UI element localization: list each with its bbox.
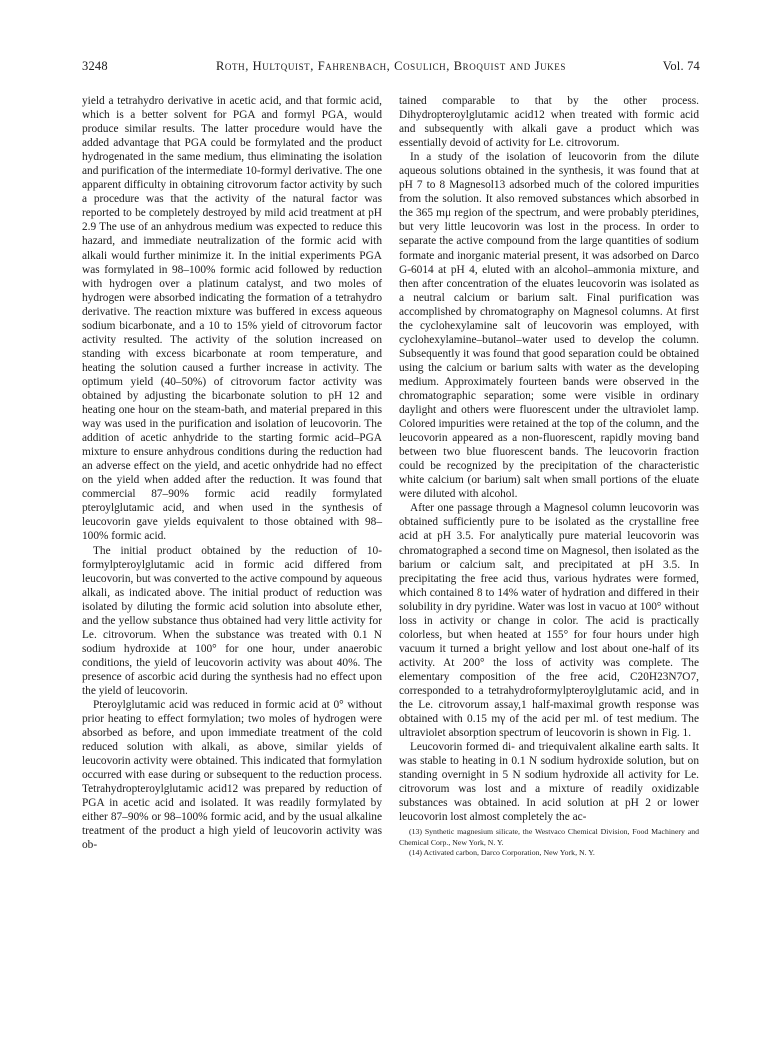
footnote-14: (14) Activated carbon, Darco Corporation, New York, N. Y. [409, 847, 595, 857]
footnote-13: (13) Synthetic magnesium silicate, the Westvaco Chemical Division, Food Machinery and Chemical Corp., New York, N. Y. [399, 827, 699, 847]
running-authors: Roth, Hultquist, Fahrenbach, Cosulich, Broquist and Jukes [216, 59, 566, 73]
body-paragraph: The initial product obtained by the reduction of 10-formylpteroylglutamic acid in formic acid differed from leucovorin, but was converted to the active compound by aqueous alkali, as indicated above. The initial product of reduction was isolated by diluting the formic acid solution into absolute ether, and the yellow substance thus obtained had very little activity for Le. citrovorum. When the substance was treated with 0.1 N sodium hydroxide at 100° for one hour, under anaerobic conditions, the yield of leucovorin activity was about 40%. The presence of ascorbic acid during the synthesis had no effect upon the yield of leucovorin. [82, 544, 382, 697]
body-paragraph: Pteroylglutamic acid was reduced in formic acid at 0° without prior heating to effect formylation; two moles of hydrogen were absorbed as before, and upon immediate treatment of the cold reduced solution with alkali, as above, similar yields of leucovorin activity were obtained. This indicated that formylation occurred with ease during or subsequent to the reduction process. Tetrahydropteroylglutamic acid12 was prepared by reduction of PGA in acetic acid and isolated. It was readily formylated by either 87–90% or 98–100% formic acid, and by the usual alkaline treatment of the product a high yield of leucovorin activity was ob- [82, 699, 382, 852]
left-column [82, 94, 382, 853]
body-paragraph: In a study of the isolation of leucovorin from the dilute aqueous solutions obtained in the synthesis, it was found that at pH 7 to 8 Magnesol13 adsorbed much of the colored impurities from the solution. It also removed substances which absorbed in the 365 mμ region of the spectrum, and were probably pteridines, but very little leucovorin was lost in the process. In order to separate the active compound from the large quantities of sodium formate and inorganic material present, it was adsorbed on Darco G-6014 at pH 4, eluted with an alcohol–ammonia mixture, and then after concentration of the eluates leucovorin was isolated as a neutral calcium or barium salt. Final purification was accomplished by chromatography on Magnesol columns. At first the cyclohexylamine salt of leucovorin was employed, with cyclohexylamine–butanol–water used to develop the column. Subsequently it was found that good separation could be obtained using the calcium or barium salts with water as the developing medium. Approximately fourteen bands were observed in the chromatographic separation; some were visible in ordinary daylight and others were fluorescent under the ultraviolet lamp. Colored impurities were retained at the top of the column, and the leucovorin appeared as a non-fluorescent, rapidly moving band between two blue fluorescent bands. The leucovorin fraction could be recognized by the precipitation of the characteristic white calcium (or barium) salt when small portions of the eluate were diluted with alcohol. [399, 151, 699, 501]
running-header [82, 59, 700, 77]
body-paragraph: Leucovorin formed di- and triequivalent alkaline earth salts. It was stable to heating in 0.1 N sodium hydroxide solution, but on standing overnight in 5 N sodium hydroxide all activity for Le. citrovorum was lost and a mixture of readily oxidizable substances was obtained. In acid solution at pH 2 or lower leucovorin lost almost completely the ac- [399, 741, 699, 824]
right-column [399, 94, 699, 858]
footnotes [399, 827, 699, 858]
volume-label: Vol. 74 [662, 59, 700, 73]
body-paragraph: After one passage through a Magnesol column leucovorin was obtained sufficiently pure to be isolated as the crystalline free acid at pH 3.5. For analytically pure material leucovorin was chromatographed a second time on Magnesol, then isolated as the barium or calcium salt, and precipitated at pH 3.5. In precipitating the free acid thus, various hydrates were formed, which contained 8 to 14% water of hydration and differed in their solubility in dry pyridine. Water was lost in vacuo at 100° without loss in activity or change in color. The acid is practically colorless, but when heated at 155° for four hours under high vacuum it turned a bright yellow and lost about one-half of its activity. At 200° the loss of activity was complete. The elementary composition of the free acid, C20H23N7O7, corresponded to a tetrahydroformylpteroylglutamic acid, and in the Le. citrovorum assay,1 half-maximal growth response was obtained with 0.15 mγ of the acid per ml. of test medium. The ultraviolet absorption spectrum of leucovorin is shown in Fig. 1. [399, 502, 699, 740]
body-paragraph: tained comparable to that by the other process. Dihydropteroylglutamic acid12 when treated with formic acid and subsequently with alkali gave a product which was essentially devoid of activity for Le. citrovorum. [399, 95, 699, 150]
body-paragraph: yield a tetrahydro derivative in acetic acid, and that formic acid, which is a better solvent for PGA and formyl PGA, would produce similar results. The latter procedure would have the added advantage that PGA could be formylated and the product hydrogenated in the same medium, thus eliminating the isolation and purification of the intermediate 10-formyl derivative. The one apparent difficulty in obtaining citrovorum factor activity by such a procedure was that the activity of the natural factor was reported to be completely destroyed by mild acid treatment at pH 2.9 The use of an anhydrous medium was expected to reduce this hazard, and immediate neutralization of the formic acid with alkali would further minimize it. In the initial experiments PGA was formylated in 98–100% formic acid followed by reduction with hydrogen over a platinum catalyst, and two moles of hydrogen were absorbed indicating the formation of a tetrahydro derivative. The reaction mixture was buffered in excess aqueous sodium bicarbonate, and a 10 to 15% yield of citrovorum factor activity resulted. The activity of the solution increased on standing with excess bicarbonate at room temperature, and heating the solution caused a further increase in activity. The optimum yield (40–50%) of citrovorum factor activity was obtained by adjusting the bicarbonate solution to pH 12 and heating one hour on the steam-bath, and material prepared in this way was used in the purification and isolation of leucovorin. The addition of acetic anhydride to the starting formic acid–PGA mixture to ensure anhydrous conditions during the reduction had an adverse effect on the yield, and acetic onhydride had no effect on the yield when added after the reduction. It was found that commercial 87–90% formic acid readily formylated pteroylglutamic acid, and when used in the synthesis of leucovorin gave yields equivalent to those obtained with 98–100% formic acid. [82, 95, 382, 543]
page-number: 3248 [82, 59, 108, 73]
